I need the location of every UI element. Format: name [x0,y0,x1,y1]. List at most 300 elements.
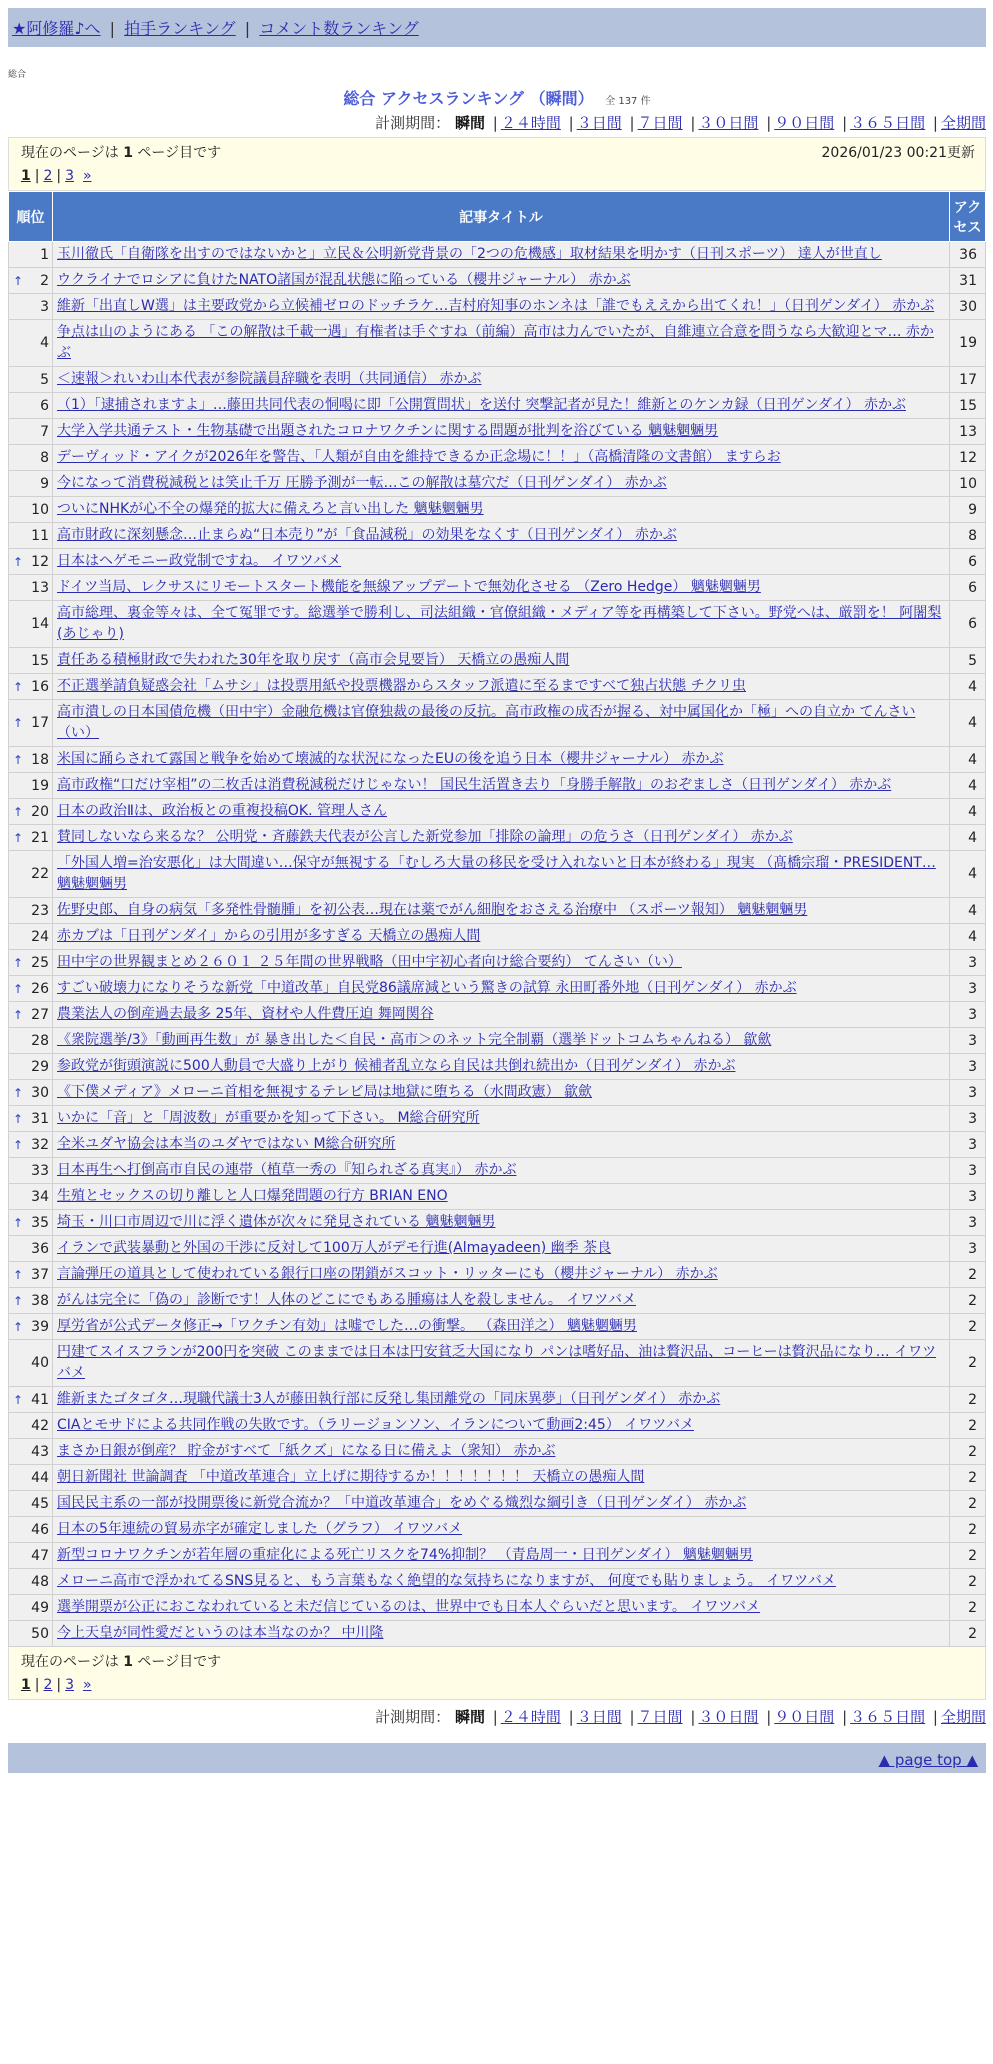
rank-up-arrow-icon: ↑ [13,554,24,569]
period-selector-bottom [8,1706,986,1727]
access-count: 9 [950,497,986,523]
rank-number: 31 [31,1110,49,1127]
pager-current: 1 [21,168,31,184]
table-row [9,268,986,294]
article-link[interactable]: （1）「逮捕されますよ」…藤田共同代表の恫喝に即「公開質問状」を送付 突撃記者が見た！維新とのケンカ録（日刊ゲンダイ） 赤かぶ [57,397,906,413]
period-selector-top [8,112,986,133]
title-cell [53,950,950,976]
article-link[interactable]: CIAとモサドによる共同作戦の失敗です。（ラリージョンソン、イランについて動画2:45） イワツバメ [57,1417,695,1433]
col-header-title: 記事タイトル [53,192,950,242]
access-count: 13 [950,419,986,445]
pager-current: 1 [21,1677,31,1693]
period-link-7d[interactable]: ７日間 [637,114,683,132]
access-count: 30 [950,294,986,320]
title-cell [53,1340,950,1387]
rank-cell [9,1236,53,1262]
period-link-all[interactable]: 全期間 [940,114,986,132]
rank-number: 12 [31,553,49,570]
article-link[interactable]: 厚労省が公式データ修正→「ワクチン有効」は嘘でした…の衝撃。 （森田洋之） 魑魅魍魎男 [57,1318,637,1334]
rank-number: 22 [31,866,49,882]
article-link[interactable]: すごい破壊力になりそうな新党「中道改革」自民党86議席減という驚きの試算 永田町番外地（日刊ゲンダイ） 赤かぶ [57,980,797,996]
access-count: 3 [950,1158,986,1184]
title-cell [53,242,950,268]
page-text-pre: 現在のページは [21,145,119,161]
rank-up-arrow-icon: ↑ [13,1267,24,1282]
access-count: 4 [950,674,986,700]
period-separator: | [842,1708,848,1726]
pager-link-2[interactable]: 2 [43,168,53,184]
title-cell [53,1491,950,1517]
access-count: 2 [950,1314,986,1340]
access-count: 2 [950,1491,986,1517]
page-text-pre: 現在のページは [21,1654,119,1670]
nav-separator: | [244,19,251,38]
title-cell [53,419,950,445]
table-row [9,1080,986,1106]
rank-number: 24 [31,928,49,945]
rank-cell [9,674,53,700]
pager-link-3[interactable]: 3 [65,1677,75,1693]
rank-cell [9,393,53,419]
rank-number: 8 [40,449,49,466]
title-cell [53,294,950,320]
title-cell [53,575,950,601]
rank-number: 11 [31,527,49,544]
access-count: 3 [950,1028,986,1054]
rank-cell [9,1288,53,1314]
article-link[interactable]: まさか日銀が倒産？ 貯金がすべて「紙クズ」になる日に備えよ（衆知） 赤かぶ [57,1443,556,1459]
access-count: 2 [950,1569,986,1595]
table-row [9,575,986,601]
title-cell [53,1132,950,1158]
rank-cell [9,1028,53,1054]
rank-number: 44 [31,1469,49,1486]
page-text-post: ページ目です [137,145,222,161]
rank-up-arrow-icon: ↑ [13,1085,24,1100]
title-cell [53,773,950,799]
rank-number: 20 [31,803,49,820]
title-cell [53,1106,950,1132]
rank-up-arrow-icon: ↑ [13,830,24,845]
rank-cell [9,294,53,320]
title-cell [53,1413,950,1439]
article-link[interactable]: 高市政権“口だけ宰相”の二枚舌は消費税減税だけじゃない！ 国民生活置き去り「身勝手解散」のおぞましさ（日刊ゲンダイ） 赤かぶ [57,777,892,793]
article-link[interactable]: 田中宇の世界観まとめ２６０１ ２５年間の世界戦略（田中宇初心者向け総合要約） てんさい（い） [57,954,682,970]
title-cell [53,1517,950,1543]
title-cell [53,648,950,674]
col-header-access: アクセス [950,192,986,242]
article-link[interactable]: 全米ユダヤ協会は本当のユダヤではない M総合研究所 [57,1136,396,1152]
table-row [9,1413,986,1439]
footer-bar [8,1743,986,1773]
rank-cell [9,648,53,674]
article-link[interactable]: 生殖とセックスの切り離しと人口爆発問題の行方 BRIAN ENO [57,1188,448,1204]
access-count: 3 [950,1080,986,1106]
rank-up-arrow-icon: ↑ [13,1319,24,1334]
pager-link-2[interactable]: 2 [43,1677,53,1693]
period-link-24h[interactable]: ２４時間 [500,114,561,132]
rank-cell [9,825,53,851]
rank-cell [9,1491,53,1517]
article-link[interactable]: 責任ある積極財政で失われた30年を取り戻す（高市会見要旨） 天橋立の愚痴人間 [57,652,570,668]
rank-number: 2 [40,272,49,289]
rank-number: 36 [31,1240,49,1257]
rank-up-arrow-icon: ↑ [13,1293,24,1308]
rank-number: 17 [31,715,49,731]
article-link[interactable]: 高市潰しの日本国債危機（田中宇）金融危機は官僚独裁の最後の反抗。高市政権の成否が握る、対中属国化か「極」への自立か てんさい（い） [57,704,916,741]
title-cell [53,851,950,898]
article-link[interactable]: 米国に踊らされて露国と戦争を始めて壊滅的な状況になったEUの後を追う日本（櫻井ジャーナル） 赤かぶ [57,751,724,767]
article-link[interactable]: 今上天皇が同性愛だというのは本当なのか？ 中川隆 [57,1625,384,1641]
table-row [9,1569,986,1595]
title-cell [53,1543,950,1569]
access-count: 31 [950,268,986,294]
article-link[interactable]: 赤カブは「日刊ゲンダイ」からの引用が多すぎる 天橋立の愚痴人間 [57,928,481,944]
article-link[interactable]: 大学入学共通テスト・生物基礎で出題されたコロナワクチンに関する問題が批判を浴びている 魑魅魍魎男 [57,423,719,439]
rank-cell [9,1184,53,1210]
table-row [9,497,986,523]
table-row [9,1132,986,1158]
top-nav [8,8,986,47]
period-link-30d[interactable]: ３０日間 [698,114,759,132]
title-cell [53,924,950,950]
rank-number: 15 [31,652,49,669]
rank-up-arrow-icon: ↑ [13,1215,24,1230]
table-row [9,674,986,700]
rank-cell [9,1569,53,1595]
article-link[interactable]: ついにNHKが心不全の爆発的拡大に備えろと言い出した 魑魅魍魎男 [57,501,484,517]
rank-number: 26 [31,980,49,997]
pager-top [21,168,975,184]
access-count: 2 [950,1465,986,1491]
access-count: 3 [950,950,986,976]
article-link[interactable]: 日本再生へ打倒高市自民の連帯（植草一秀の『知られざる真実』） 赤かぶ [57,1162,517,1178]
page-info-top [8,137,986,191]
current-page-text [21,1651,221,1671]
rank-cell [9,1543,53,1569]
table-row [9,601,986,648]
access-count: 10 [950,471,986,497]
rank-number: 50 [31,1625,49,1642]
article-link[interactable]: 日本はヘゲモニー政党制ですね。 イワツバメ [57,553,342,569]
access-count: 3 [950,976,986,1002]
rank-cell [9,1465,53,1491]
article-link[interactable]: 維新またゴタゴタ…現職代議士3人が藤田執行部に反発し集団離党の「同床異夢」（日刊ゲンダイ） 赤かぶ [57,1391,721,1407]
access-count: 19 [950,320,986,367]
access-count: 6 [950,575,986,601]
article-link[interactable]: 高市財政に深刻懸念…止まらぬ“日本売り”が「食品減税」の効果をなくす（日刊ゲンダイ） 赤かぶ [57,527,677,543]
pager-bottom [21,1677,975,1693]
article-link[interactable]: 争点は山のようにある 「この解散は千載一遇」有権者は手ぐすね（前編）高市は力んでいたが、自維連立合意を問うなら大歓迎とマ… 赤かぶ [57,324,934,361]
current-page-number: 1 [123,1654,133,1670]
rank-number: 49 [31,1599,49,1616]
article-link[interactable]: 維新「出直しW選」は主要政党から立候補ゼロのドッチラケ…吉村府知事のホンネは「誰でもええから出てくれ！」（日刊ゲンダイ） 赤かぶ [57,298,935,314]
rank-cell [9,471,53,497]
pager-separator: | [34,168,40,184]
period-separator: | [690,1708,696,1726]
pager-separator: | [56,1677,62,1693]
article-link[interactable]: 《下僕メディア》メローニ首相を無視するテレビ局は地獄に堕ちる（水間政憲） 歙歛 [57,1084,593,1100]
period-link-3d[interactable]: ３日間 [576,114,622,132]
rank-up-arrow-icon: ↑ [13,679,24,694]
article-link[interactable]: 参政党が街頭演説に500人動員で大盛り上がり 候補者乱立なら自民は共倒れ続出か（日刊ゲンダイ） 赤かぶ [57,1058,736,1074]
period-label: 計測期間： [375,1708,451,1726]
comment-ranking-link[interactable]: コメント数ランキング [259,19,419,38]
page-info-bottom [8,1647,986,1700]
rank-cell [9,1210,53,1236]
period-label: 計測期間： [375,114,451,132]
access-count: 3 [950,1054,986,1080]
table-row [9,1595,986,1621]
access-count: 3 [950,1002,986,1028]
period-link-90d[interactable]: ９０日間 [774,114,835,132]
title-cell [53,1236,950,1262]
title-cell [53,1465,950,1491]
period-separator: | [766,1708,772,1726]
title-cell [53,268,950,294]
rank-cell [9,549,53,575]
title-cell [53,445,950,471]
table-row [9,294,986,320]
clap-ranking-link[interactable]: 拍手ランキング [124,19,236,38]
rank-number: 41 [31,1391,49,1408]
table-row [9,1106,986,1132]
table-row [9,898,986,924]
article-link[interactable]: 佐野史郎、自身の病気「多発性骨髄腫」を初公表…現在は薬でがん細胞をおさえる治療中 （スポーツ報知） 魑魅魍魎男 [57,902,808,918]
rank-cell [9,1621,53,1647]
article-link[interactable]: メローニ高市で浮かれてるSNS見ると、もう言葉もなく絶望的な気持ちになりますが、 何度でも貼りましょう。 イワツバメ [57,1573,836,1589]
rank-cell [9,1002,53,1028]
rank-number: 39 [31,1318,49,1335]
title-cell [53,976,950,1002]
rank-number: 9 [40,475,49,492]
rank-number: 40 [31,1355,49,1371]
table-row [9,700,986,747]
period-link-all[interactable]: 全期間 [940,1708,986,1726]
rank-cell [9,1439,53,1465]
rank-number: 29 [31,1058,49,1075]
access-count: 2 [950,1288,986,1314]
access-count: 2 [950,1387,986,1413]
rank-number: 38 [31,1292,49,1309]
rank-cell [9,1106,53,1132]
period-link-90d[interactable]: ９０日間 [774,1708,835,1726]
rank-up-arrow-icon: ↑ [13,752,24,767]
article-link[interactable]: 不正選挙請負疑惑会社「ムサシ」は投票用紙や投票機器からスタッフ派遣に至るまですべて独占状態 チクリ虫 [57,678,747,694]
period-separator: | [629,114,635,132]
rank-cell [9,851,53,898]
article-link[interactable]: 日本の政治Ⅱは、政治板との重複投稿OK. 管理人さん [57,803,387,819]
page-title [8,86,986,109]
rank-cell [9,976,53,1002]
rank-number: 47 [31,1547,49,1564]
rank-cell [9,1340,53,1387]
access-count: 2 [950,1340,986,1387]
article-link[interactable]: 円建てスイスフランが200円を突破 このままでは日本は円安貧乏大国になり パンは嗜好品、油は贅沢品、コーヒーは贅沢品になり… イワツバメ [57,1344,937,1381]
article-link[interactable]: ウクライナでロシアに負けたNATO諸国が混乱状態に陥っている（櫻井ジャーナル） 赤かぶ [57,272,631,288]
rank-cell [9,799,53,825]
period-separator: | [568,1708,574,1726]
table-row [9,242,986,268]
access-count: 2 [950,1439,986,1465]
article-link[interactable]: ＜速報＞れいわ山本代表が参院議員辞職を表明（共同通信） 赤かぶ [57,371,482,387]
article-link[interactable]: 賛同しないなら来るな？ 公明党・斉藤鉄夫代表が公言した新党参加「排除の論理」の危うさ（日刊ゲンダイ） 赤かぶ [57,829,793,845]
access-count: 2 [950,1262,986,1288]
access-count: 5 [950,648,986,674]
rank-number: 7 [40,423,49,440]
rank-cell [9,497,53,523]
table-row [9,1028,986,1054]
rank-number: 28 [31,1032,49,1049]
table-row [9,367,986,393]
rank-cell [9,445,53,471]
access-count: 3 [950,1106,986,1132]
pager-link-3[interactable]: 3 [65,168,75,184]
rank-number: 25 [31,954,49,971]
table-row [9,1387,986,1413]
rank-cell [9,1054,53,1080]
article-link[interactable]: デーヴィッド・アイクが2026年を警告、「人類が自由を維持できるか正念場に！！」（高橋清隆の文書館） ますらお [57,449,781,465]
table-row [9,393,986,419]
article-link[interactable]: 選挙開票が公正におこなわれていると未だ信じているのは、世界中でも日本人ぐらいだと思います。 イワツバメ [57,1599,761,1615]
period-link-365d[interactable]: ３６５日間 [850,114,926,132]
site-home-link[interactable]: ★阿修羅♪へ [12,19,101,38]
table-row [9,976,986,1002]
article-link[interactable]: ドイツ当局、レクサスにリモートスタート機能を無線アップデートで無効化させる （Zero Hedge） 魑魅魍魎男 [57,579,761,595]
article-link[interactable]: 国民民主系の一部が投開票後に新党合流か？「中道改革連合」をめぐる熾烈な綱引き（日刊ゲンダイ） 赤かぶ [57,1495,747,1511]
period-separator: | [932,1708,938,1726]
period-separator: | [629,1708,635,1726]
period-separator: | [492,1708,498,1726]
rank-cell [9,575,53,601]
access-count: 2 [950,1621,986,1647]
access-count: 2 [950,1595,986,1621]
period-separator: | [766,114,772,132]
pager-next-link[interactable]: » [82,168,92,184]
article-link[interactable]: イランで武装暴動と外国の干渉に反対して100万人がデモ行進(Almayadeen) 幽季 茶良 [57,1240,612,1256]
rank-number: 35 [31,1214,49,1231]
rank-up-arrow-icon: ↑ [13,981,24,996]
period-link-365d[interactable]: ３６５日間 [850,1708,926,1726]
table-row [9,747,986,773]
article-link[interactable]: 埼玉・川口市周辺で川に浮く遺体が次々に発見されている 魑魅魍魎男 [57,1214,496,1230]
rank-number: 27 [31,1006,49,1023]
period-link-30d[interactable]: ３０日間 [698,1708,759,1726]
title-cell [53,825,950,851]
access-count: 4 [950,851,986,898]
table-row [9,1517,986,1543]
title-cell [53,393,950,419]
rank-number: 23 [31,902,49,919]
table-row [9,1314,986,1340]
article-link[interactable]: がんは完全に「偽の」診断です！人体のどこにでもある腫瘍は人を殺しません。 イワツバメ [57,1292,637,1308]
rank-cell [9,242,53,268]
rank-cell [9,898,53,924]
article-link[interactable]: 日本の5年連続の貿易赤字が確定しました（グラフ） イワツバメ [57,1521,463,1537]
article-link[interactable]: 今になって消費税減税とは笑止千万 圧勝予測が一転…この解散は墓穴だ（日刊ゲンダイ） 赤かぶ [57,475,667,491]
period-separator: | [932,114,938,132]
title-cell [53,674,950,700]
period-link-7d[interactable]: ７日間 [637,1708,683,1726]
rank-number: 45 [31,1495,49,1512]
section-label: 総合 [8,70,27,80]
article-link[interactable]: いかに「音」と「周波数」が重要かを知って下さい。 M総合研究所 [57,1110,480,1126]
rank-number: 34 [31,1188,49,1205]
period-link-24h[interactable]: ２４時間 [500,1708,561,1726]
table-row [9,1054,986,1080]
rank-number: 1 [40,246,49,263]
rank-cell [9,1132,53,1158]
rank-cell [9,950,53,976]
access-count: 2 [950,1413,986,1439]
pager-separator: | [34,1677,40,1693]
table-row [9,549,986,575]
title-cell [53,1439,950,1465]
rank-number: 10 [31,501,49,518]
title-cell [53,1262,950,1288]
period-separator: | [492,114,498,132]
rank-number: 14 [31,616,49,632]
period-current: 瞬間 [454,114,485,132]
article-link[interactable]: 「外国人増=治安悪化」は大間違い…保守が無視する「むしろ大量の移民を受け入れないと日本が終わる」現実 （髙橋宗瑠・PRESIDENT… 魑魅魍魎男 [57,855,936,892]
rank-number: 46 [31,1521,49,1538]
table-row [9,1439,986,1465]
rank-cell [9,1413,53,1439]
title-cell [53,471,950,497]
rank-number: 42 [31,1417,49,1434]
title-cell [53,1210,950,1236]
title-cell [53,497,950,523]
access-count: 4 [950,773,986,799]
access-count: 2 [950,1517,986,1543]
rank-number: 19 [31,777,49,794]
table-row [9,1491,986,1517]
article-link[interactable]: 農業法人の倒産過去最多 25年、資材や人件費圧迫 舞岡関谷 [57,1006,434,1022]
table-row [9,799,986,825]
updated-timestamp: 2026/01/23 00:21更新 [821,145,975,161]
table-row [9,1465,986,1491]
table-row [9,924,986,950]
article-link[interactable]: 言論弾圧の道具として使われている銀行口座の閉鎖がスコット・リッターにも（櫻井ジャーナル） 赤かぶ [57,1266,718,1282]
title-cell [53,1002,950,1028]
pager-separator: | [56,168,62,184]
rank-up-arrow-icon: ↑ [13,804,24,819]
pager-next-link[interactable]: » [82,1677,92,1693]
page-top-link[interactable]: ▲ page top ▲ [878,1751,978,1769]
title-cell [53,1569,950,1595]
period-separator: | [690,114,696,132]
page-text-post: ページ目です [137,1654,222,1670]
period-link-3d[interactable]: ３日間 [576,1708,622,1726]
access-count: 4 [950,799,986,825]
rank-cell [9,419,53,445]
access-count: 4 [950,825,986,851]
access-count: 4 [950,898,986,924]
rank-cell [9,1595,53,1621]
rank-cell [9,1387,53,1413]
title-cell [53,1621,950,1647]
article-link[interactable]: 新型コロナワクチンが若年層の重症化による死亡リスクを74%抑制？ （青島周一・日刊ゲンダイ） 魑魅魍魎男 [57,1547,753,1563]
article-link[interactable]: 玉川徹氏「自衛隊を出すのではないかと」立民＆公明新党背景の「2つの危機感」取材結果を明かす（日刊スポーツ） 達人が世直し [57,246,882,262]
rank-number: 43 [31,1443,49,1460]
article-link[interactable]: 《衆院選挙/3》「動画再生数」が 暴き出した＜自民・高市＞のネット完全制覇（選挙ドットコムちゃんねる） 歙歛 [57,1032,772,1048]
article-link[interactable]: 朝日新聞社 世論調査 「中道改革連合」立上げに期待するか！！！！！！！ 天橋立の愚痴人間 [57,1469,645,1485]
access-count: 3 [950,1236,986,1262]
title-cell [53,700,950,747]
article-link[interactable]: 高市総理、裏金等々は、全て冤罪です。総選挙で勝利し、司法組織・官僚組織・メディア等を再構築して下さい。野党へは、厳罰を！ 阿闍梨(あじゃり) [57,605,942,642]
rank-cell [9,367,53,393]
rank-cell [9,1080,53,1106]
